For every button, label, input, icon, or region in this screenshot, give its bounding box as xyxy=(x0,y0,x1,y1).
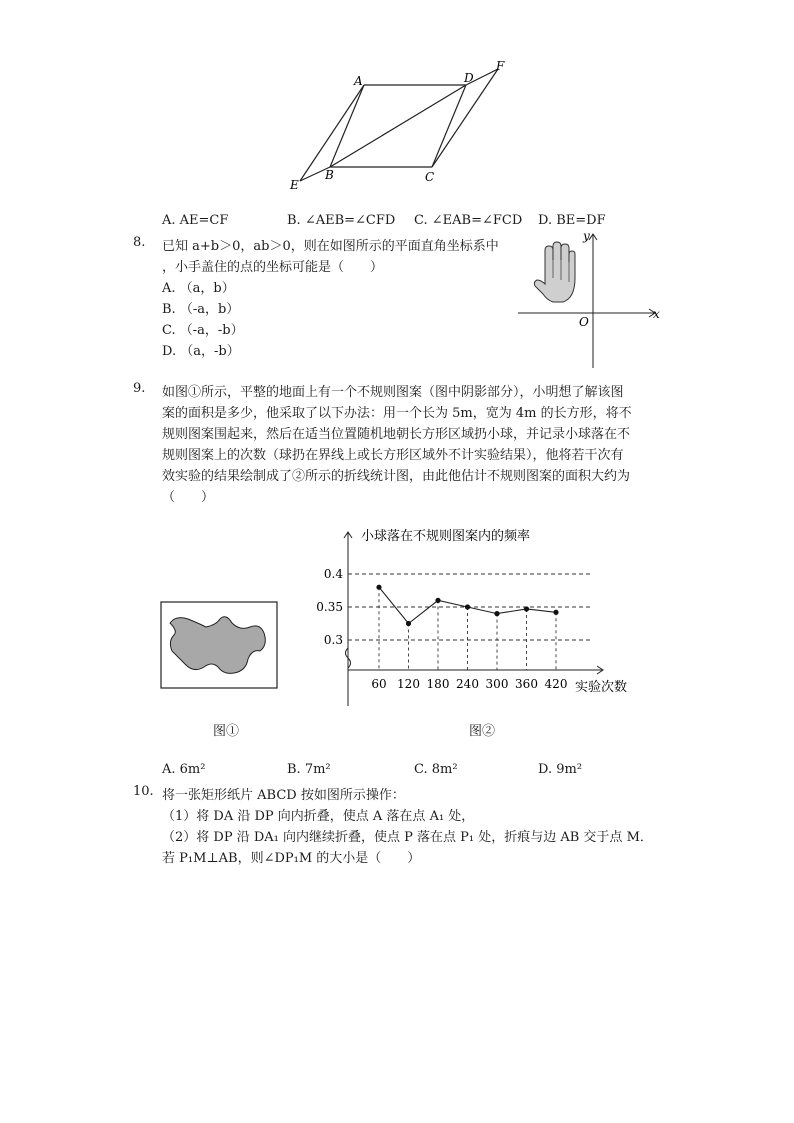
q7-option-a[interactable]: A. AE=CF xyxy=(162,213,229,228)
figure1-caption: 图① xyxy=(213,724,240,739)
chart-x-tick-label: 180 xyxy=(426,677,450,691)
q10-number: 10. xyxy=(133,784,154,799)
q10-stem-line1: 将一张矩形纸片 ABCD 按如图所示操作： xyxy=(162,788,405,803)
axis-y-label: y xyxy=(583,229,590,243)
label-E: E xyxy=(290,178,299,192)
irregular-shape-figure xyxy=(160,601,280,691)
label-C: C xyxy=(425,170,435,184)
q9-option-a[interactable]: A. 6m² xyxy=(162,762,206,777)
chart-point xyxy=(406,621,411,626)
label-D: D xyxy=(464,71,474,85)
origin-label: O xyxy=(579,315,589,329)
chart-y-tick-label: 0.3 xyxy=(323,633,343,647)
q9-number: 9. xyxy=(133,381,146,396)
q9-option-d[interactable]: D. 9m² xyxy=(538,762,583,777)
chart-x-label: 实验次数 xyxy=(575,680,628,695)
figure2-caption: 图② xyxy=(469,724,496,739)
frequency-line-chart xyxy=(315,520,645,710)
q7-option-d[interactable]: D. BE=DF xyxy=(538,213,606,228)
parallelogram-figure xyxy=(280,55,520,195)
label-F: F xyxy=(496,59,505,73)
q9-stem-line1: 如图①所示，平整的地面上有一个不规则图案（图中阴影部分），小明想了解该图 xyxy=(162,385,624,400)
axis-x-label: x xyxy=(653,307,660,321)
chart-point xyxy=(465,604,470,609)
q9-stem-line4: 规则图案上的次数（球扔在界线上或长方形区域外不计实验结果），他将若干次有 xyxy=(162,448,624,463)
chart-x-tick-label: 420 xyxy=(544,677,568,691)
chart-x-tick-label: 360 xyxy=(515,677,538,691)
q10-stem-line3: （2）将 DP 沿 DA₁ 向内继续折叠，使点 P 落在点 P₁ 处，折痕与边 AB 交于点 M． xyxy=(162,830,653,845)
hand-icon xyxy=(534,242,575,302)
q8-option-a[interactable]: A. （a，b） xyxy=(162,281,235,296)
q9-stem-line6: （ ） xyxy=(162,490,215,505)
q9-stem-line5: 效实验的结果绘制成了②所示的折线统计图，由此他估计不规则图案的面积大约为 xyxy=(162,469,631,484)
chart-point xyxy=(494,611,499,616)
chart-point xyxy=(553,610,558,615)
q8-option-d[interactable]: D. （a，-b） xyxy=(162,344,240,359)
q7-option-b[interactable]: B. ∠AEB=∠CFD xyxy=(287,213,396,228)
chart-x-tick-label: 240 xyxy=(456,677,479,691)
q10-stem-line2: （1）将 DA 沿 DP 向内折叠，使点 A 落在点 A₁ 处， xyxy=(162,809,475,824)
label-B: B xyxy=(325,168,334,182)
chart-point xyxy=(435,598,440,603)
q10-stem-line4: 若 P₁M⊥AB，则∠DP₁M 的大小是（ ） xyxy=(162,851,421,866)
chart-x-tick-label: 60 xyxy=(371,677,387,691)
chart-point xyxy=(376,585,381,590)
q8-option-c[interactable]: C. （-a，-b） xyxy=(162,323,244,338)
q7-option-c[interactable]: C. ∠EAB=∠FCD xyxy=(414,213,523,228)
q9-stem-line3: 规则图案围起来，然后在适当位置随机地朝长方形区域扔小球，并记录小球落在不 xyxy=(162,427,631,442)
chart-point xyxy=(524,606,529,611)
chart-y-tick-label: 0.35 xyxy=(316,600,343,614)
q9-option-c[interactable]: C. 8m² xyxy=(414,762,458,777)
q8-stem-line2: ，小手盖住的点的坐标可能是（ ） xyxy=(162,260,384,275)
coordinate-plane-figure xyxy=(515,228,665,373)
label-A: A xyxy=(354,74,363,88)
chart-x-tick-label: 300 xyxy=(485,677,509,691)
q8-stem-line1: 已知 a+b＞0，ab＞0，则在如图所示的平面直角坐标系中 xyxy=(162,239,499,254)
chart-y-tick-label: 0.4 xyxy=(323,567,343,581)
chart-x-tick-label: 120 xyxy=(397,677,420,691)
q8-option-b[interactable]: B. （-a，b） xyxy=(162,302,240,317)
q9-stem-line2: 案的面积是多少，他采取了以下办法：用一个长为 5m，宽为 4m 的长方形，将不 xyxy=(162,406,632,421)
q9-option-b[interactable]: B. 7m² xyxy=(287,762,331,777)
q8-number: 8. xyxy=(133,235,146,250)
chart-title: 小球落在不规则图案内的频率 xyxy=(361,529,531,544)
